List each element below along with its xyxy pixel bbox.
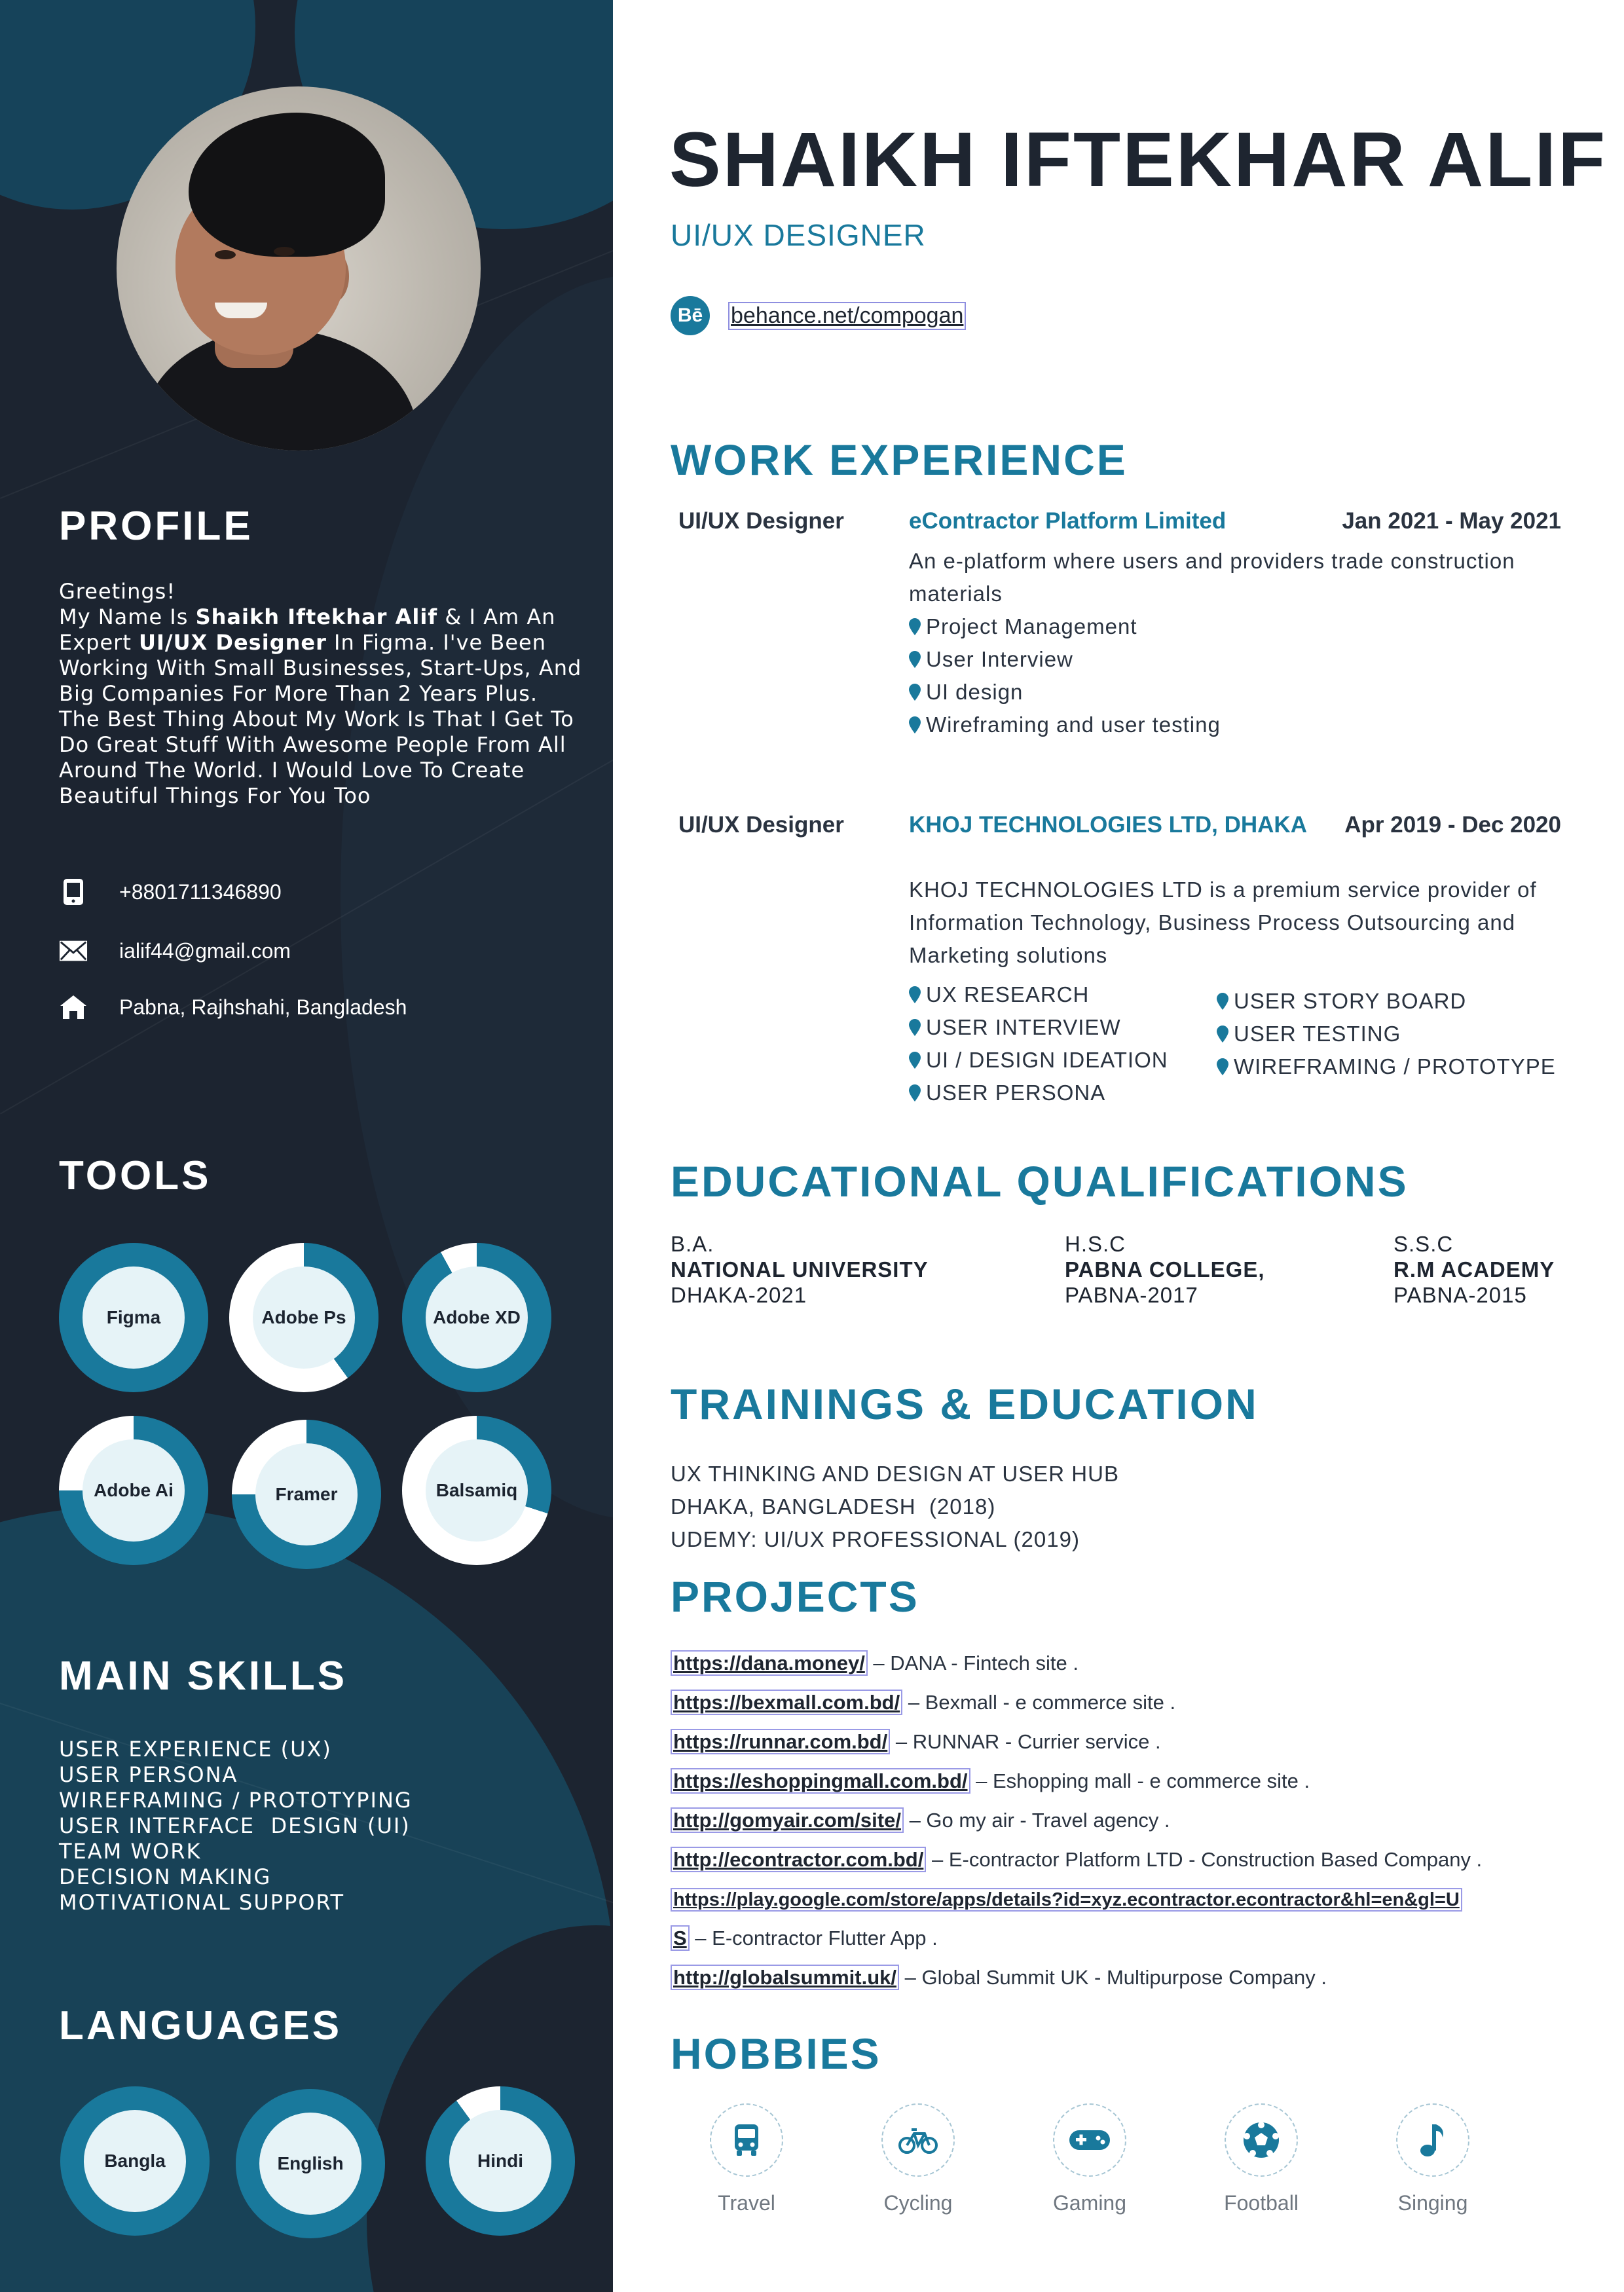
map-pin-icon <box>909 618 921 635</box>
project-desc: – Eshopping mall - e commerce site . <box>970 1769 1310 1792</box>
hobby-label: Cycling <box>883 2191 953 2215</box>
main-skills-heading: MAIN SKILLS <box>59 1654 348 1699</box>
project-item <box>671 1652 1079 1675</box>
behance-link[interactable]: behance.net/compogan <box>728 302 966 330</box>
education-item <box>1393 1231 1555 1308</box>
project-desc: – E-contractor Platform LTD - Construction Based Company . <box>926 1848 1483 1871</box>
hobbies-heading: HOBBIES <box>671 2029 881 2078</box>
training-line: DHAKA, BANGLADESH (2018) <box>671 1494 996 1519</box>
project-desc: – DANA - Fintech site . <box>867 1652 1079 1674</box>
map-pin-icon <box>909 651 921 668</box>
training-line: UDEMY: UI/UX PROFESSIONAL (2019) <box>671 1527 1080 1551</box>
trainings-heading: TRAININGS & EDUCATION <box>671 1380 1259 1428</box>
degree: B.A. <box>671 1232 714 1256</box>
job-company: KHOJ TECHNOLOGIES LTD, DHAKA <box>909 812 1307 838</box>
sidebar <box>0 0 613 2292</box>
map-pin-icon <box>1217 993 1228 1010</box>
tool-ring <box>229 1243 378 1392</box>
project-desc: – Bexmall - e commerce site . <box>902 1691 1176 1714</box>
institution: R.M ACADEMY <box>1393 1257 1555 1282</box>
project-link[interactable]: S <box>671 1925 690 1951</box>
language-name: Hindi <box>449 2110 551 2212</box>
tool-name: Balsamiq <box>426 1439 528 1542</box>
list-item: UX RESEARCH <box>909 978 1168 1011</box>
skill-item: DECISION MAKING <box>59 1864 272 1889</box>
skill-item: USER INTERFACE DESIGN (UI) <box>59 1813 411 1838</box>
skills-list <box>59 1737 413 1915</box>
project-desc: – Go my air - Travel agency . <box>903 1809 1170 1832</box>
list-item: USER PERSONA <box>909 1077 1168 1109</box>
job-dates: Apr 2019 - Dec 2020 <box>1344 812 1561 838</box>
tool-name: Figma <box>83 1266 185 1369</box>
map-pin-icon <box>909 1019 921 1036</box>
work-experience-heading: WORK EXPERIENCE <box>671 435 1128 484</box>
project-desc: – RUNNAR - Currier service . <box>890 1730 1161 1753</box>
project-link[interactable]: https://runnar.com.bd/ <box>671 1729 890 1754</box>
envelope-icon <box>59 936 88 965</box>
project-item <box>671 1927 938 1950</box>
bicycle-icon <box>881 2103 955 2177</box>
list-item: Wireframing and user testing <box>909 709 1221 741</box>
hobby-label: Gaming <box>1052 2191 1127 2215</box>
language-name: Bangla <box>84 2110 186 2212</box>
mobile-phone-icon <box>59 878 88 906</box>
degree: S.S.C <box>1393 1232 1454 1256</box>
job-dates: Jan 2021 - May 2021 <box>1342 508 1561 534</box>
map-pin-icon <box>909 986 921 1003</box>
language-name: English <box>259 2113 361 2215</box>
training-line: UX THINKING AND DESIGN AT USER HUB <box>671 1462 1119 1486</box>
home-icon <box>59 993 88 1022</box>
tool-ring <box>402 1243 551 1392</box>
tool-name: Adobe Ps <box>253 1266 355 1369</box>
project-item <box>671 1966 1327 1989</box>
language-ring <box>426 2086 575 2236</box>
job-description: KHOJ TECHNOLOGIES LTD is a premium service provider of Information Technology, Business Process Outsourcing and Marketing solutions <box>909 878 1537 967</box>
hobby-label: Travel <box>718 2191 775 2215</box>
institution: NATIONAL UNIVERSITY <box>671 1257 929 1282</box>
list-item: UI design <box>909 676 1221 709</box>
skill-item: WIREFRAMING / PROTOTYPING <box>59 1788 413 1813</box>
gamepad-icon <box>1053 2103 1126 2177</box>
contact-address <box>59 993 407 1022</box>
map-pin-icon <box>909 1084 921 1101</box>
profile-heading: PROFILE <box>59 504 253 549</box>
institution: PABNA COLLEGE, <box>1065 1257 1265 1282</box>
map-pin-icon <box>1217 1026 1228 1043</box>
job-tasks <box>909 610 1221 741</box>
tool-name: Adobe XD <box>426 1266 528 1369</box>
bus-icon <box>710 2103 783 2177</box>
hobby-label: Football <box>1224 2191 1299 2215</box>
list-item: USER STORY BOARD <box>1217 985 1556 1018</box>
tool-ring <box>402 1416 551 1565</box>
list-item: UI / DESIGN IDEATION <box>909 1044 1168 1077</box>
education-item <box>671 1231 929 1308</box>
behance-icon: Bē <box>671 296 710 335</box>
behance-row <box>671 296 966 335</box>
job-title: UI/UX DESIGNER <box>671 218 926 252</box>
language-ring <box>236 2089 385 2238</box>
tools-heading: TOOLS <box>59 1153 212 1198</box>
map-pin-icon <box>909 684 921 701</box>
job-description: An e-platform where users and providers trade construction materials <box>909 549 1515 606</box>
candidate-name: SHAIKH IFTEKHAR ALIF <box>669 117 1608 203</box>
project-link[interactable]: http://econtractor.com.bd/ <box>671 1847 926 1872</box>
map-pin-icon <box>909 1052 921 1069</box>
job-role: UI/UX Designer <box>678 508 844 534</box>
project-desc: – E-contractor Flutter App . <box>689 1927 938 1950</box>
project-link[interactable]: https://dana.money/ <box>671 1650 868 1676</box>
place-year: DHAKA-2021 <box>671 1283 807 1307</box>
project-link[interactable]: http://gomyair.com/site/ <box>671 1807 904 1833</box>
degree: H.S.C <box>1065 1232 1126 1256</box>
project-item <box>671 1848 1482 1872</box>
project-link[interactable]: http://globalsummit.uk/ <box>671 1965 899 1990</box>
project-link[interactable]: https://play.google.com/store/apps/details?id=xyz.econtractor.econtractor&hl=en&gl=U <box>671 1888 1462 1912</box>
job-tasks-right <box>1217 985 1556 1083</box>
list-item: Project Management <box>909 610 1221 643</box>
project-item <box>671 1730 1161 1754</box>
project-desc: – Global Summit UK - Multipurpose Company . <box>899 1966 1327 1989</box>
map-pin-icon <box>1217 1058 1228 1075</box>
project-item <box>671 1809 1170 1832</box>
profile-body: My Name Is Shaikh Iftekhar Alif & I Am An Expert UI/UX Designer In Figma. I've Been Working With Small Businesses, Start-Ups, And Big Companies For More Than 2 Years Plus. The Best Thing About My Work Is That I Get To Do Great Stuff With Awesome People From All Around The World. I Would Love To Create Beautiful Things For You Too <box>59 604 582 808</box>
job-tasks-left <box>909 978 1168 1109</box>
skill-item: USER PERSONA <box>59 1762 238 1787</box>
hobby-football <box>1209 2103 1314 2215</box>
list-item: WIREFRAMING / PROTOTYPE <box>1217 1050 1556 1083</box>
list-item: USER INTERVIEW <box>909 1011 1168 1044</box>
skill-item: USER EXPERIENCE (UX) <box>59 1737 332 1762</box>
hobby-travel <box>694 2103 799 2215</box>
projects-heading: PROJECTS <box>671 1572 919 1621</box>
job-company: eContractor Platform Limited <box>909 508 1227 534</box>
profile-photo <box>117 86 481 451</box>
project-item <box>671 1769 1310 1793</box>
project-link[interactable]: https://eshoppingmall.com.bd/ <box>671 1768 970 1794</box>
education-item <box>1065 1231 1265 1308</box>
languages-heading: LANGUAGES <box>59 2003 342 2048</box>
contact-email <box>59 936 291 965</box>
main-content <box>613 0 1624 2292</box>
job-role: UI/UX Designer <box>678 812 844 838</box>
project-item <box>671 1691 1175 1714</box>
hobby-cycling <box>866 2103 970 2215</box>
language-ring <box>60 2086 210 2236</box>
profile-summary <box>59 579 583 809</box>
tool-name: Framer <box>255 1443 358 1545</box>
hobby-label: Singing <box>1397 2191 1468 2215</box>
contact-phone <box>59 878 282 906</box>
place-year: PABNA-2015 <box>1393 1283 1527 1307</box>
project-item <box>671 1887 1462 1911</box>
trainings-list <box>671 1458 1119 1556</box>
skill-item: MOTIVATIONAL SUPPORT <box>59 1890 344 1915</box>
skill-item: TEAM WORK <box>59 1839 202 1864</box>
tool-ring <box>59 1416 208 1565</box>
football-icon <box>1225 2103 1298 2177</box>
tool-ring <box>59 1243 208 1392</box>
hobby-gaming <box>1037 2103 1142 2215</box>
education-heading: EDUCATIONAL QUALIFICATIONS <box>671 1157 1409 1206</box>
tool-name: Adobe Ai <box>83 1439 185 1542</box>
list-item: User Interview <box>909 643 1221 676</box>
project-link[interactable]: https://bexmall.com.bd/ <box>671 1690 902 1715</box>
address: Pabna, Rajhshahi, Bangladesh <box>119 995 407 1019</box>
email-address[interactable]: ialif44@gmail.com <box>119 938 291 963</box>
profile-greeting: Greetings! <box>59 579 176 604</box>
place-year: PABNA-2017 <box>1065 1283 1198 1307</box>
list-item: USER TESTING <box>1217 1018 1556 1050</box>
music-note-icon <box>1396 2103 1469 2177</box>
hobby-singing <box>1380 2103 1485 2215</box>
map-pin-icon <box>909 716 921 733</box>
phone-number[interactable]: +8801711346890 <box>119 879 282 904</box>
tool-ring <box>232 1420 381 1569</box>
